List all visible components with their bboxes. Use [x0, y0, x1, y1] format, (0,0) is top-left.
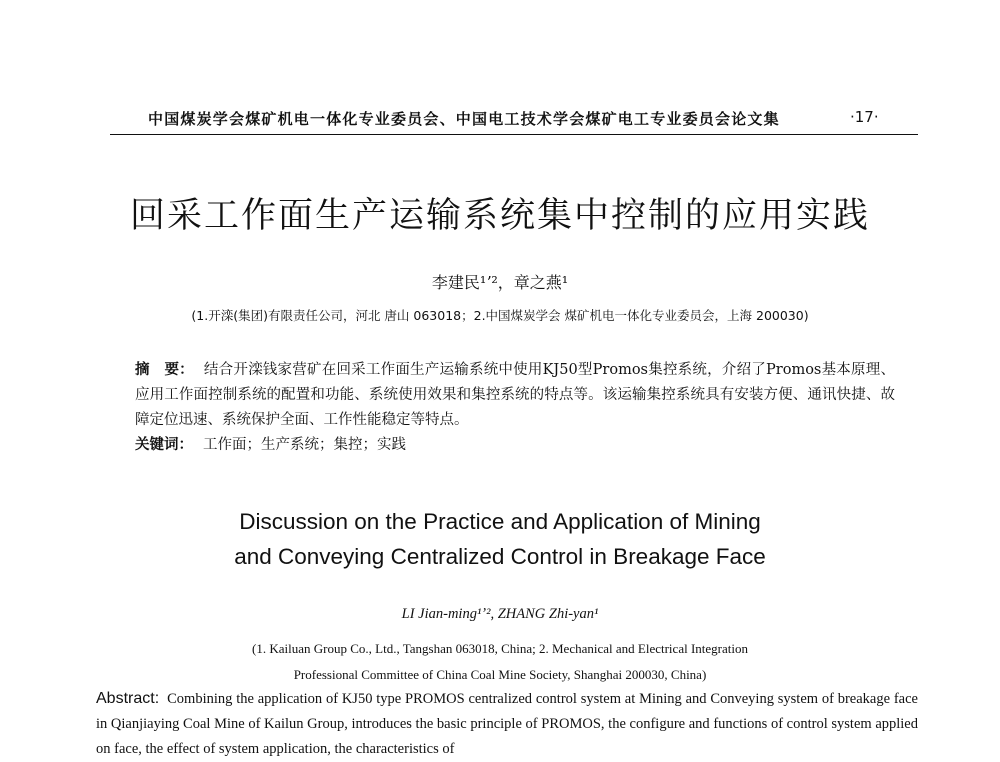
english-affiliation-line-1: (1. Kailuan Group Co., Ltd., Tangshan 063018, China; 2. Mechanical and Electrical Integration [252, 641, 748, 656]
chinese-abstract [135, 358, 895, 433]
abstract-label: 摘 要： [135, 362, 194, 378]
english-affiliation-line-2: Professional Committee of China Coal Mine Society, Shanghai 200030, China) [293, 667, 707, 682]
english-abstract-text: Combining the application of KJ50 type PROMOS centralized control system at Mining and Conveying system of breakage face in Qianjiaying Coal Mine of Kailun Group, introduces the basic principle of PROMOS, the configure and functions of control system applied on face, the effect of system application, the characteristics of [96, 691, 918, 757]
english-affiliation [0, 636, 1000, 688]
abstract-text: 结合开滦钱家营矿在回采工作面生产运输系统中使用KJ50型Promos集控系统，介绍了Promos基本原理、应用工作面控制系统的配置和功能、系统使用效果和集控系统的特点等。该运输集控系统具有安装方便、通讯快捷、故障定位迅速、系统保护全面、工作性能稳定等特点。 [135, 362, 895, 428]
chinese-title: 回采工作面生产运输系统集中控制的应用实践 [129, 196, 870, 236]
english-abstract [96, 686, 918, 762]
running-header: 中国煤炭学会煤矿机电一体化专业委员会、中国电工技术学会煤矿电工专业委员会论文集 [148, 110, 780, 128]
english-title [0, 504, 1000, 574]
header-rule [110, 134, 918, 135]
keywords-label: 关键词： [135, 437, 193, 453]
chinese-abstract-block [135, 358, 895, 458]
chinese-authors: 李建民¹ʼ²，章之燕¹ [431, 273, 569, 292]
english-title-line-2: and Conveying Centralized Control in Breakage Face [234, 544, 766, 569]
english-authors: LI Jian-ming¹ʼ², ZHANG Zhi-yan¹ [401, 606, 599, 622]
keywords-text: 工作面；生产系统；集控；实践 [203, 437, 406, 453]
page-number: ·17· [850, 108, 879, 126]
chinese-affiliation: (1.开滦(集团)有限责任公司，河北 唐山 063018；2.中国煤炭学会 煤矿机电一体化专业委员会，上海 200030) [191, 308, 809, 323]
english-title-line-1: Discussion on the Practice and Application of Mining [239, 509, 761, 534]
chinese-keywords [135, 433, 895, 458]
english-abstract-label: Abstract: [96, 690, 160, 707]
